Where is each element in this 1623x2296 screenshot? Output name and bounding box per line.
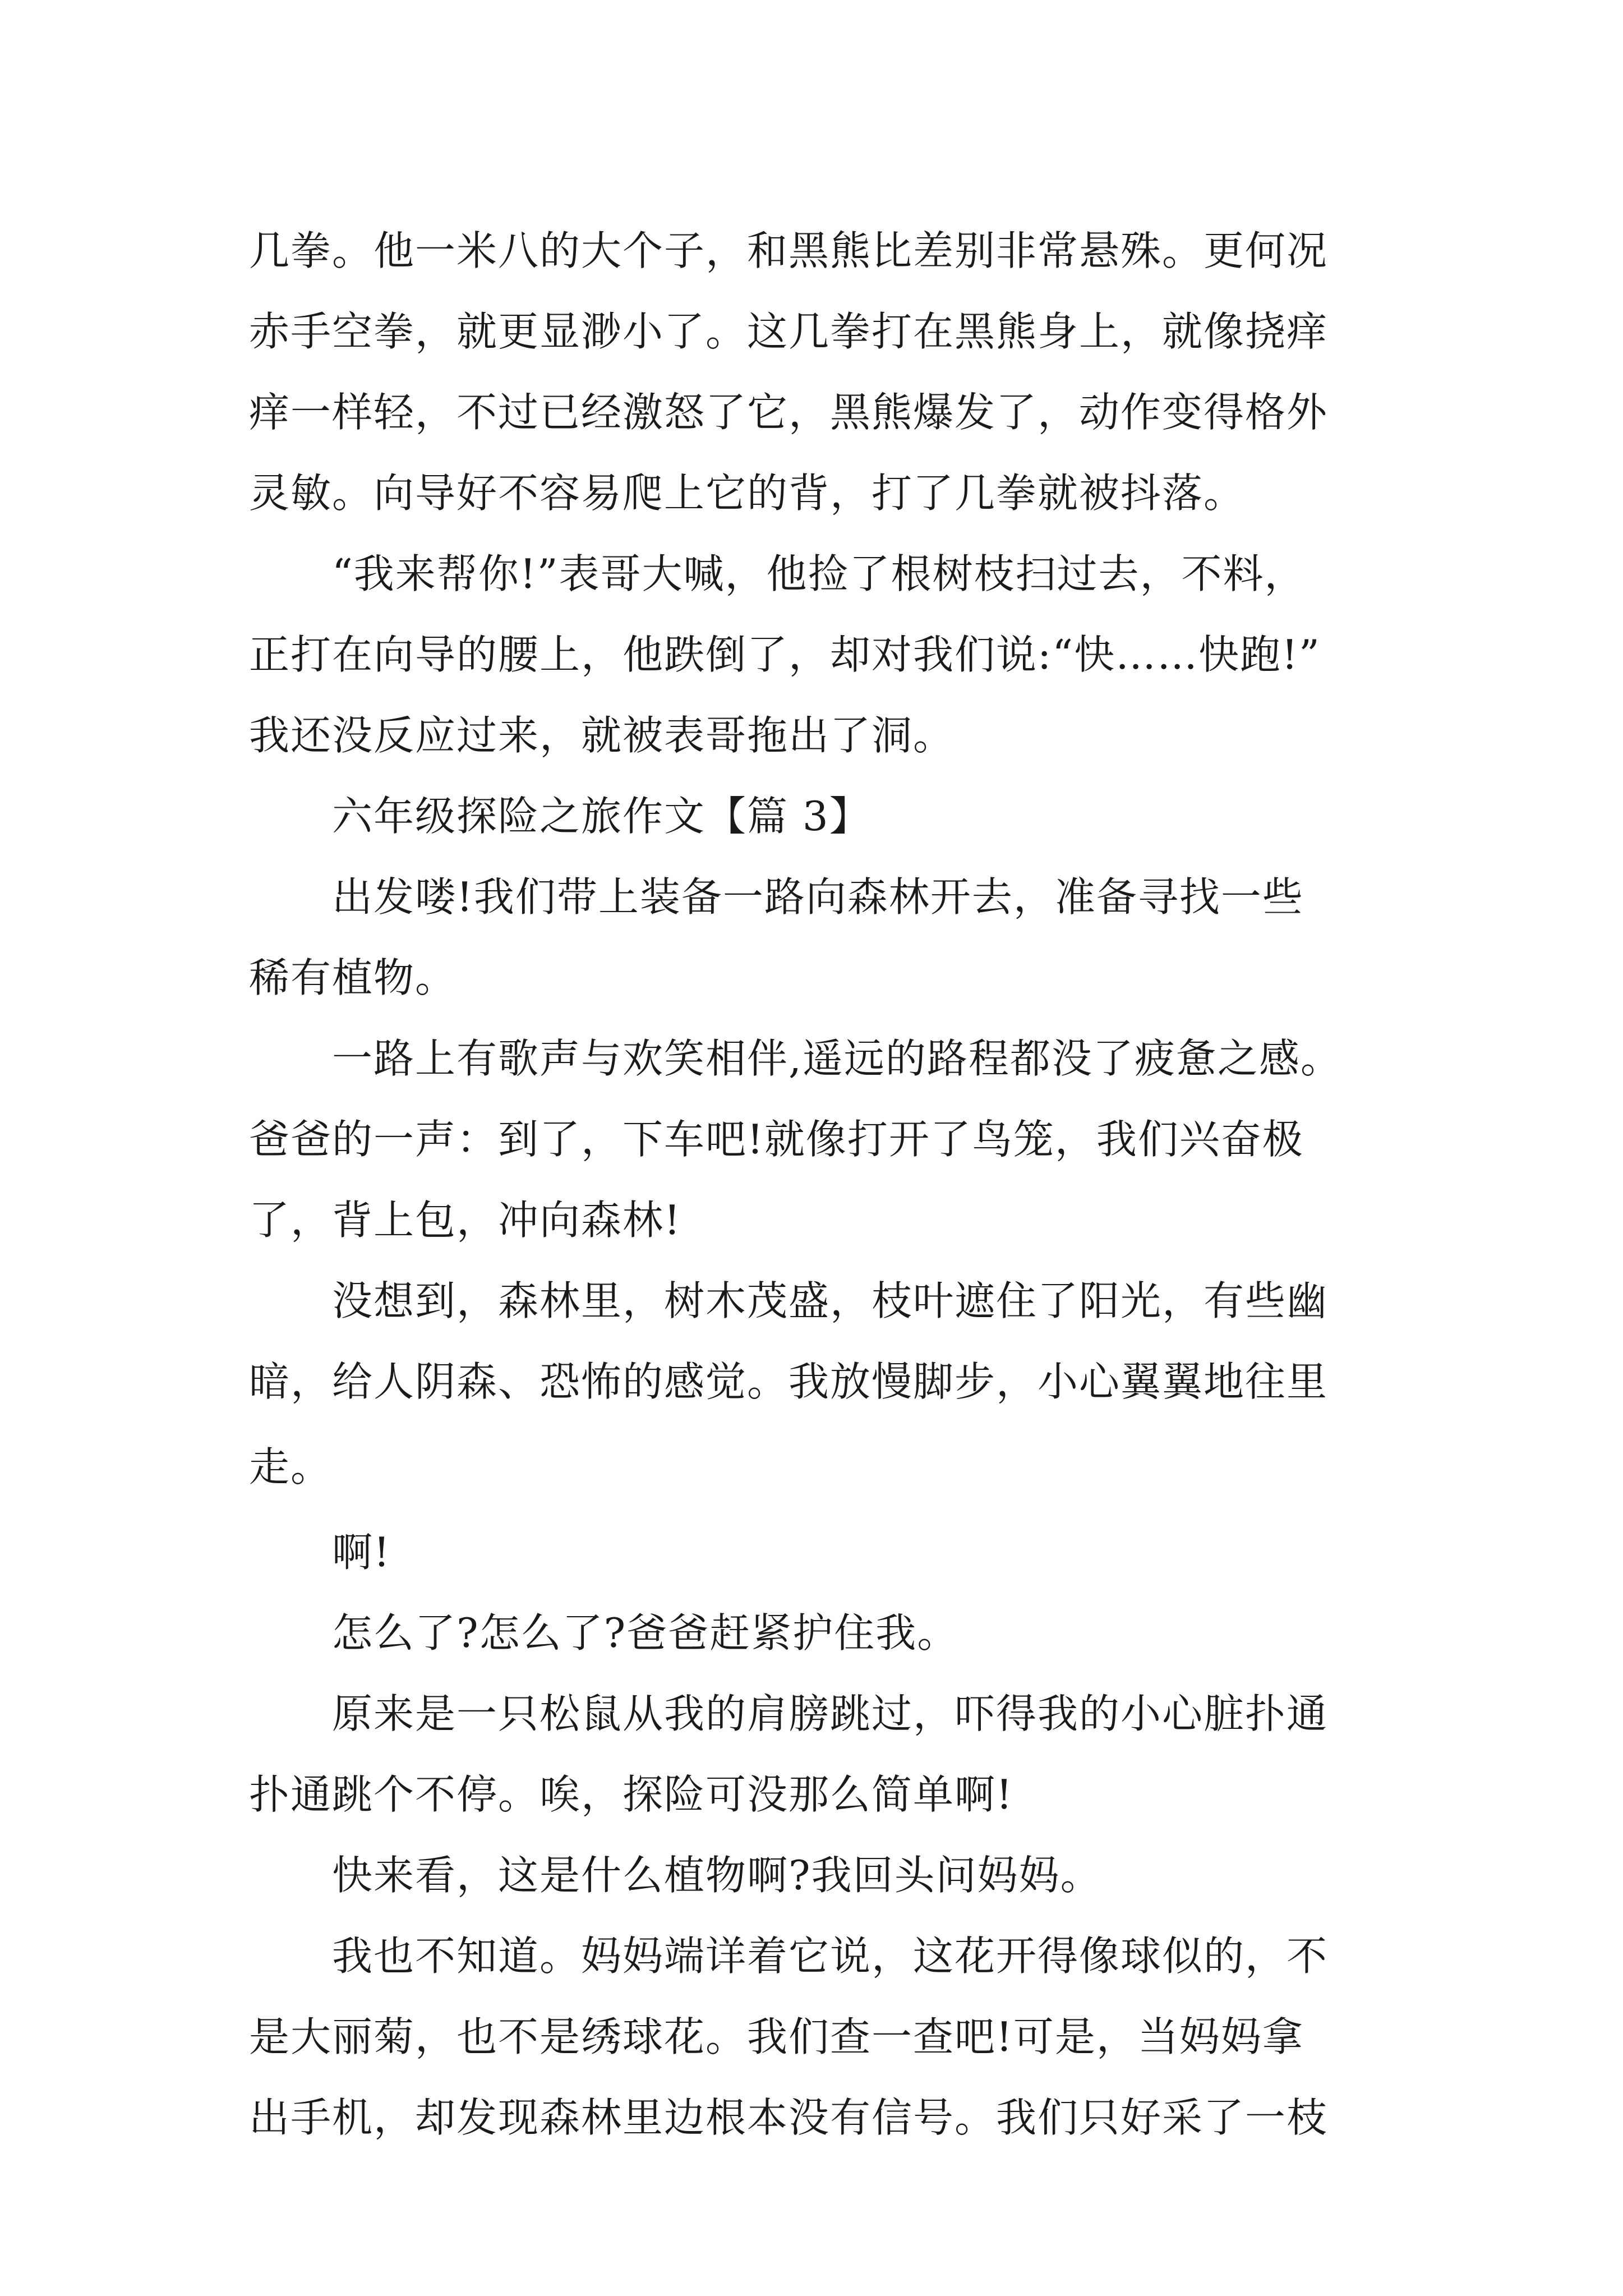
text-line: 了，背上包，冲向森林! — [249, 1197, 681, 1244]
text-line: 灵敏。向导好不容易爬上它的背，打了几拳就被抖落。 — [249, 470, 1246, 517]
text-line: 痒一样轻，不过已经激怒了它，黑熊爆发了，动作变得格外 — [249, 389, 1329, 436]
text-line: 爸爸的一声：到了，下车吧!就像打开了鸟笼，我们兴奋极 — [249, 1116, 1304, 1163]
essay-body — [249, 210, 1387, 2158]
text-line: 几拳。他一米八的大个子，和黑熊比差别非常悬殊。更何况 — [249, 227, 1329, 274]
text-line: 稀有植物。 — [249, 954, 457, 1001]
text-line: 我还没反应过来，就被表哥拖出了洞。 — [249, 712, 955, 759]
section-heading: 六年级探险之旅作文【篇 3】 — [332, 793, 871, 840]
text-line: 扑通跳个不停。唉，探险可没那么简单啊! — [249, 1771, 1013, 1818]
text-line: 没想到，森林里，树木茂盛，枝叶遮住了阳光，有些幽 — [332, 1277, 1329, 1324]
text-line: 一路上有歌声与欢笑相伴,遥远的路程都没了疲惫之感。 — [332, 1035, 1342, 1082]
text-line: 是大丽菊，也不是绣球花。我们查一查吧!可是，当妈妈拿 — [249, 2013, 1304, 2060]
text-line: 出手机，却发现森林里边根本没有信号。我们只好采了一枝 — [249, 2094, 1329, 2141]
text-line: 走。 — [249, 1443, 333, 1490]
text-line: 怎么了?怎么了?爸爸赶紧护住我。 — [332, 1609, 959, 1657]
text-line: 我也不知道。妈妈端详着它说，这花开得像球似的，不 — [332, 1932, 1329, 1980]
text-line: 正打在向导的腰上，他跌倒了，却对我们说:“快……快跑!” — [249, 631, 1321, 678]
text-line: 出发喽!我们带上装备一路向森林开去，准备寻找一些 — [332, 873, 1304, 921]
text-line: 快来看，这是什么植物啊?我回头问妈妈。 — [332, 1852, 1102, 1899]
text-line: 啊! — [332, 1529, 391, 1576]
text-line: 原来是一只松鼠从我的肩膀跳过，吓得我的小心脏扑通 — [332, 1690, 1329, 1737]
text-line: 赤手空拳，就更显渺小了。这几拳打在黑熊身上，就像挠痒 — [249, 308, 1329, 355]
text-line: 暗，给人阴森、恐怖的感觉。我放慢脚步，小心翼翼地往里 — [249, 1358, 1329, 1405]
text-line: “我来帮你!”表哥大喊，他捡了根树枝扫过去，不料， — [332, 550, 1306, 597]
